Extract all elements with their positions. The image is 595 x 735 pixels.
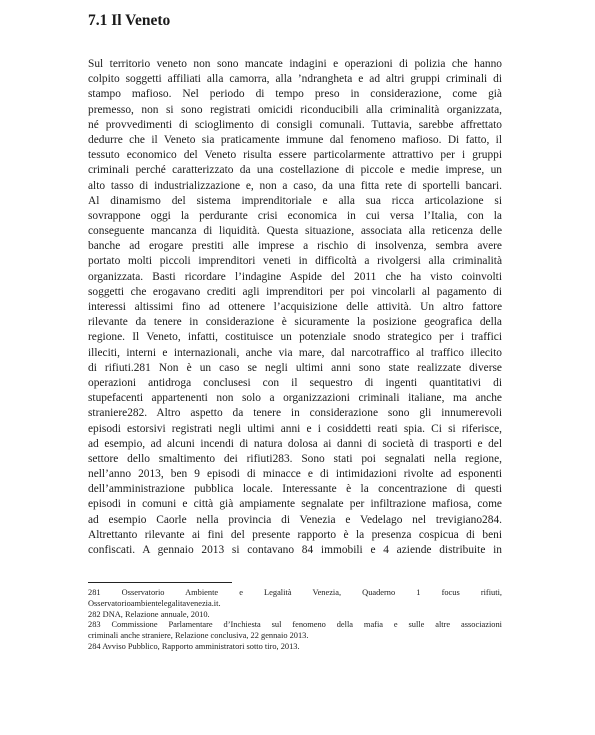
text-line: episodi in comuni e città già ampiamente segnalate per infiltrazione mafiosa, come xyxy=(88,498,502,511)
text-line: stupefacenti appartenenti non solo a organizzazioni criminali italiane, ma anche xyxy=(88,392,502,405)
text-line: alto tasso di industrializzazione e, non a caso, da una fitta rete di sportelli bancari. xyxy=(88,179,502,192)
text-line: episodi estorsivi registrati negli ultimi anni e i cosiddetti reati spia. Ci si riferisce, xyxy=(88,422,502,435)
text-line: portato molti piccoli imprenditori veneti in difficoltà a rivolgersi alla criminalità xyxy=(88,255,502,268)
text-line: Sul territorio veneto non sono mancate indagini e operazioni di polizia che hanno xyxy=(88,58,502,70)
text-line: settore dello smaltimento dei rifiuti283. Sono stati poi segnalati nella regione, xyxy=(88,452,502,465)
section-heading: 7.1 Il Veneto xyxy=(88,12,171,29)
footnote-line: 281 Osservatorio Ambiente e Legalità Venezia, Quaderno 1 focus rifiuti, xyxy=(88,588,502,597)
text-line: soggetti che erogavano crediti agli imprenditori per poi vincolarli al pagamento di xyxy=(88,285,502,298)
text-line: né provvedimenti di scioglimento di consigli comunali. Tuttavia, sarebbe affrettato xyxy=(88,118,502,131)
text-line: interessi altissimi fino ad ottenere l’acquisizione delle attività. Un altro fattore xyxy=(88,301,502,313)
text-line: dedurre che il Veneto sia praticamente immune dal fenomeno mafioso. Di fatto, il xyxy=(88,133,502,146)
text-line: colpito soggetti affiliati alla camorra, alla ’ndrangheta e ad altri gruppi criminali di xyxy=(88,73,502,86)
text-line: operazioni antidroga conclusesi con il sequestro di ingenti quantitativi di xyxy=(88,376,502,389)
text-line: ad esempio Caorle nella provincia di Venezia e Vedelago nel trevigiano284. xyxy=(88,513,502,526)
footnote-line: criminali anche straniere, Relazione conclusiva, 22 gennaio 2013. xyxy=(88,631,309,641)
footnote-line: 284 Avviso Pubblico, Rapporto amministratori sotto tiro, 2013. xyxy=(88,641,300,651)
text-line: sovrappone oggi la perdurante crisi economica in cui versa l’Italia, con la xyxy=(88,209,502,222)
footnote-line: 282 DNA, Relazione annuale, 2010. xyxy=(88,609,210,619)
text-line: banche ad erogare prestiti alle imprese a rischio di insolvenza, sembra avere xyxy=(88,240,502,253)
footnote-separator xyxy=(88,582,232,583)
text-line: rilevante da tenere in considerazione è sicuramente la posizione geografica della xyxy=(88,316,502,329)
footnote-line: 283 Commissione Parlamentare d’Inchiesta sul fenomeno della mafia e sulle altre associazioni xyxy=(88,620,502,630)
text-line: straniere282. Altro aspetto da tenere in considerazione sono gli innumerevoli xyxy=(88,407,502,420)
text-line: regione. Il Veneto, infatti, costituisce un potenziale snodo strategico per i traffici xyxy=(88,331,502,344)
text-line: organizzata. Basti ricordare l’indagine Aspide del 2011 che ha visto coinvolti xyxy=(88,270,502,283)
text-line: criminali perché caratterizzato da una costellazione di piccole e medie imprese, un xyxy=(88,164,502,177)
text-line: confiscati. A gennaio 2013 si contavano 84 immobili e 4 aziende distribuite in xyxy=(88,544,502,556)
text-line: ad esempio, ad alcuni incendi di natura dolosa ai danni di società di trasporti e del xyxy=(88,437,502,450)
text-line: conseguente mancanza di liquidità. Questa situazione, associata alla reticenza delle xyxy=(88,225,502,238)
text-line: tessuto economico del Veneto risulta essere particolarmente attrattivo per i gruppi xyxy=(88,149,502,162)
text-line: nell’anno 2013, ben 9 episodi di minacce e di intimidazioni rivolte ad esponenti xyxy=(88,468,502,481)
text-line: di rifiuti.281 Non è un caso se negli ultimi anni sono state realizzate diverse xyxy=(88,361,502,374)
text-line: premesso, non si sono registrati omicidi riconducibili alla criminalità organizzata, xyxy=(88,103,502,116)
text-line: stampo mafioso. Nel periodo di tempo preso in considerazione, come già xyxy=(88,88,502,101)
footnote-line: Osservatorioambientelegalitavenezia.it. xyxy=(88,598,221,608)
text-line: Altrettanto rilevante ai fini del presente rapporto è la presenza cospicua di beni xyxy=(88,528,502,541)
text-line: dell’amministrazione pubblica locale. Interessante è la concentrazione di questi xyxy=(88,483,502,496)
body-text xyxy=(88,57,502,558)
text-line: illeciti, interni e internazionali, anche via mare, dal narcotraffico al traffico illecito xyxy=(88,346,502,359)
text-line: Al dinamismo del sistema imprenditoriale e alla sua ricca articolazione si xyxy=(88,194,502,207)
footnotes xyxy=(88,588,502,653)
